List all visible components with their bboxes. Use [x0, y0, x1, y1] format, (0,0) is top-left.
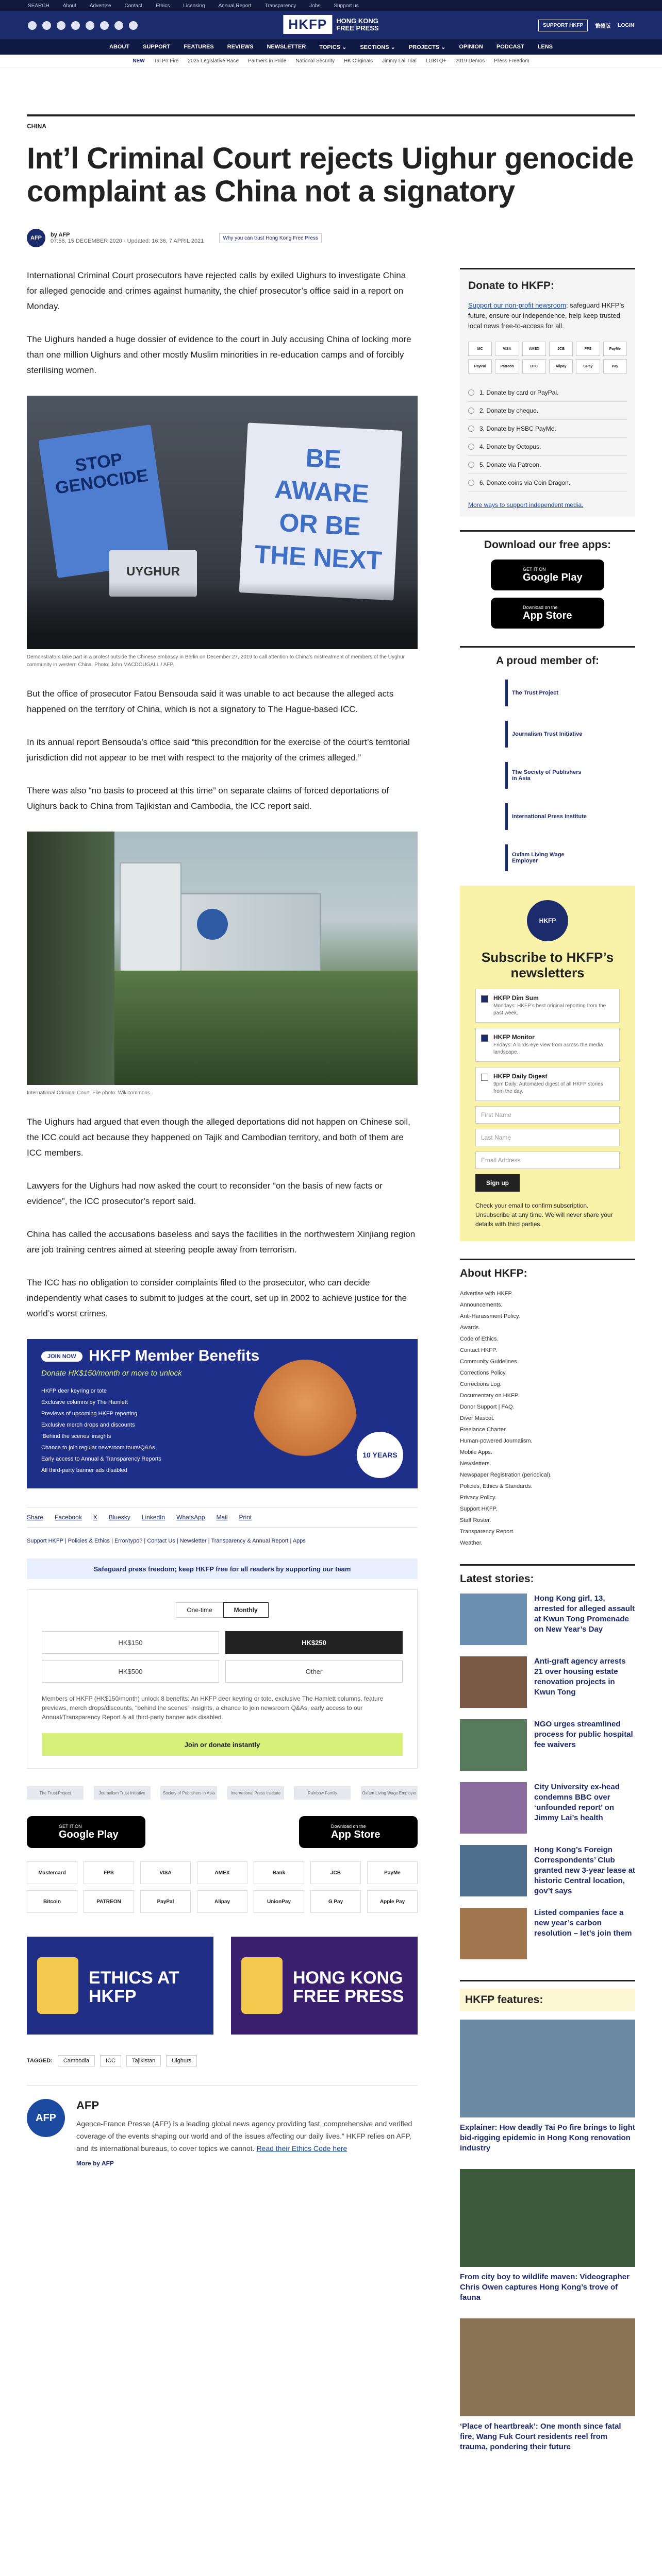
google-play-button[interactable] — [491, 560, 604, 590]
hkfp-banner-text: HONG KONG FREE PRESS — [293, 1968, 404, 2006]
instagram-icon[interactable] — [57, 21, 65, 30]
option-desc: 9pm Daily: Automated digest of all HKFP stories from the day. — [493, 1081, 603, 1094]
trending-link[interactable]: Partners in Pride — [247, 58, 287, 64]
language-toggle[interactable]: 繁體版 — [595, 23, 611, 29]
app-buttons — [27, 1816, 418, 1848]
features-title: HKFP features: — [460, 1989, 635, 2011]
ethics-banner[interactable] — [27, 1937, 213, 2035]
card-logo: Pay — [603, 359, 627, 374]
about-link[interactable]: Contact HKFP. — [460, 1347, 497, 1353]
about-list — [460, 1288, 635, 1549]
card-logo: Patreon — [495, 359, 519, 374]
share-link[interactable]: Share — [27, 1514, 44, 1521]
sign-text-uyghur: UYGHUR — [126, 565, 180, 579]
freq-monthly[interactable]: Monthly — [223, 1602, 269, 1618]
tag-link[interactable]: ICC — [100, 2055, 121, 2066]
share-link[interactable]: Bluesky — [108, 1514, 130, 1521]
membership-logo[interactable]: The Trust Project — [505, 680, 588, 706]
paragraph: The ICC has no obligation to consider complaints filed to the prosecutor, who can decide independently what cases to submit to judges at the court, set up in 2002 to achieve justice for the world’s worst crimes. — [27, 1278, 407, 1318]
topbar-link[interactable]: Support us — [334, 3, 359, 9]
icc-building-photo — [27, 832, 418, 1085]
latest-story-item[interactable] — [460, 1908, 635, 1959]
topbar-link[interactable]: Ethics — [155, 3, 170, 9]
story-thumbnail — [460, 1908, 527, 1959]
topbar-link[interactable]: Transparency — [264, 3, 296, 9]
feature-image — [460, 2318, 635, 2416]
topbar-link[interactable]: Contact — [124, 3, 142, 9]
trending-link[interactable]: Press Freedom — [494, 58, 529, 64]
x-icon[interactable] — [42, 21, 51, 30]
author-bio: Agence-France Presse (AFP) is a leading global news agency providing fast, comprehensive and verified coverage of the events shaping our world and of the issues affecting our daily lives.” HKFP relies on AFP, and its international bureaus, to cover topics we cannot. — [76, 2120, 412, 2153]
nav-item[interactable]: SUPPORT — [143, 44, 171, 50]
trust-logo[interactable]: Society of Publishers in Asia — [160, 1786, 217, 1800]
latest-story-item[interactable] — [460, 1594, 635, 1645]
nav-item[interactable]: OPINION — [459, 44, 483, 50]
trending-new-label: NEW — [133, 58, 145, 64]
topbar-link[interactable]: Advertise — [89, 3, 111, 9]
about-link[interactable]: Donor Support | FAQ. — [460, 1404, 515, 1410]
nav-item[interactable]: NEWSLETTER — [267, 44, 306, 50]
card-logo: PayPal — [468, 359, 492, 374]
about-link[interactable]: Policies, Ethics & Standards. — [460, 1483, 533, 1489]
icc-logo-flag — [197, 909, 228, 940]
trust-logos-row — [27, 1786, 418, 1800]
story-headline[interactable]: Hong Kong’s Foreign Correspondents’ Club granted new 3-year lease at historic Central location, gov’t says — [534, 1845, 635, 1895]
nav-item[interactable]: REVIEWS — [227, 44, 254, 50]
feature-headline[interactable]: ‘Place of heartbreak’: One month since fatal fire, Wang Fuk Court residents reel from trauma, pondering their future — [460, 2422, 621, 2451]
about-link[interactable]: Announcements. — [460, 1302, 503, 1308]
deer-mascot — [254, 1360, 357, 1483]
benefit-item: Exclusive columns by The Hamlett — [41, 1399, 128, 1405]
feature-headline[interactable]: From city boy to wildlife maven: Videographer Chris Owen captures Hong Kong’s trove of fauna — [460, 2273, 630, 2302]
about-link[interactable]: Transparency Report. — [460, 1529, 515, 1535]
story-headline[interactable]: Listed companies face a new year’s carbon resolution – let’s join them — [534, 1908, 632, 1938]
newsletter-option-daily-digest[interactable] — [475, 1067, 620, 1101]
latest-story-item[interactable] — [460, 1782, 635, 1834]
card-logo: VISA — [495, 342, 519, 356]
latest-list — [460, 1594, 635, 1959]
nav-item[interactable]: ABOUT — [109, 44, 130, 50]
more-by-author-link[interactable]: More by AFP — [76, 2160, 114, 2167]
payment-logo: G Pay — [310, 1890, 361, 1913]
logo-line-2: FREE PRESS — [336, 24, 379, 32]
member-banner-subtitle: Donate HK$150/month or more to unlock — [41, 1369, 182, 1378]
payment-logo: Mastercard — [27, 1861, 77, 1884]
topbar-link[interactable]: Licensing — [183, 3, 205, 9]
logo-line-1: HONG KONG — [336, 16, 378, 25]
support-hkfp-button[interactable]: SUPPORT HKFP — [538, 20, 588, 31]
logo-mark: HKFP — [283, 15, 332, 34]
membership-logos — [460, 680, 635, 871]
donate-option[interactable]: 4. Donate by Octopus. — [468, 438, 627, 456]
email-field[interactable]: Email Address — [475, 1151, 620, 1169]
trust-logo[interactable]: The Trust Project — [27, 1786, 84, 1800]
paragraph: Lawyers for the Uighurs had now asked the court to reconsider “on the basis of new facts or evidence”, the ICC prosecutor’s report said. — [27, 1181, 383, 1206]
ethics-code-link[interactable]: Read their Ethics Code here — [256, 2144, 347, 2153]
safeguard-banner[interactable]: Safeguard press freedom; keep HKFP free for all readers by supporting our team — [27, 1558, 418, 1579]
latest-story-item[interactable] — [460, 1719, 635, 1771]
newsletter-option-monitor[interactable] — [475, 1028, 620, 1062]
about-box — [460, 1259, 635, 1549]
app-store-button[interactable] — [299, 1816, 418, 1848]
sign-text-stop: STOP GENOCIDE — [54, 449, 150, 498]
share-link[interactable]: Mail — [216, 1514, 228, 1521]
facebook-icon[interactable] — [28, 21, 37, 30]
nav-item[interactable]: TOPICS ⌄ — [319, 44, 347, 50]
payment-logo: PayPal — [140, 1890, 191, 1913]
donate-options — [468, 384, 627, 492]
section-label[interactable]: CHINA — [27, 123, 46, 130]
card-logo: BTC — [522, 359, 546, 374]
payment-logo: JCB — [310, 1861, 361, 1884]
newsletter-box — [460, 886, 635, 1241]
footer-links[interactable]: Support HKFP | Policies & Ethics | Error/typo? | Contact Us | Newsletter | Transparency & Annual Report | Apps — [27, 1538, 306, 1544]
payment-logo: UnionPay — [254, 1890, 304, 1913]
nav-item[interactable]: PROJECTS ⌄ — [408, 44, 446, 50]
app-store-top: Download on the — [523, 604, 558, 610]
about-link[interactable]: Human-powered Journalism. — [460, 1438, 533, 1444]
card-logos — [468, 342, 627, 374]
social-links — [28, 21, 138, 30]
story-thumbnail — [460, 1845, 527, 1896]
donate-option[interactable]: 5. Donate via Patreon. — [468, 456, 627, 474]
about-link[interactable]: Freelance Charter. — [460, 1427, 507, 1433]
card-logo: AMEX — [522, 342, 546, 356]
hkfp-features — [460, 1980, 635, 2452]
feature-item[interactable] — [460, 2318, 635, 2452]
donate-note: Members of HKFP (HK$150/month) unlock 8 benefits: An HKFP deer keyring or tote, exclusive The Hamlett columns, feature previews, merch drops/discounts, “behind the scenes” insights, a chance to join newsroom Q&As, early access to our Annual/Transparency Report & all third-party banner ads disabled. — [42, 1695, 384, 1721]
story-thumbnail — [460, 1719, 527, 1771]
option-desc: Fridays: A birds-eye view from across the media landscape. — [493, 1042, 603, 1055]
topbar-link[interactable]: SEARCH — [28, 3, 49, 9]
protest-photo — [27, 396, 418, 649]
story-headline[interactable]: Anti-graft agency arrests 21 over housing estate renovation projects in Kwun Tong — [534, 1657, 626, 1697]
article-title: Int’l Criminal Court rejects Uighur genocide complaint as China not a signatory — [27, 142, 634, 208]
join-donate-button[interactable]: Join or donate instantly — [42, 1733, 403, 1756]
support-link[interactable]: Support our non-profit newsroom; — [468, 301, 568, 309]
article-body — [27, 268, 418, 2468]
author-name[interactable]: AFP — [76, 2099, 99, 2112]
ten-badge-graphic — [37, 1957, 78, 2014]
ethics-banner-text: ETHICS AT HKFP — [89, 1968, 179, 2006]
payment-logo: Alipay — [197, 1890, 247, 1913]
trending-link[interactable]: National Security — [295, 58, 335, 64]
trending-link[interactable]: Tai Po Fire — [154, 58, 179, 64]
about-link[interactable]: Community Guidelines. — [460, 1359, 519, 1365]
story-thumbnail — [460, 1656, 527, 1708]
option-name: HKFP Daily Digest — [493, 1073, 548, 1080]
share-link[interactable]: Facebook — [55, 1514, 82, 1521]
sidebar — [460, 268, 635, 2468]
donate-option[interactable]: 1. Donate by card or PayPal. — [468, 384, 627, 402]
newsletter-title: Subscribe to HKFP’s newsletters — [481, 950, 614, 980]
photo-caption: International Criminal Court. File photo: Wikicommons. — [27, 1090, 152, 1096]
payment-logo: Bank — [254, 1861, 304, 1884]
paragraph: But the office of prosecutor Fatou Bensouda said it was unable to act because the alleged acts happened on the territory of China, which is not a signatory to The Hague-based ICC. — [27, 689, 394, 714]
site-logo[interactable] — [283, 15, 378, 34]
payment-logo: FPS — [84, 1861, 134, 1884]
amount-150[interactable]: HK$150 — [42, 1631, 219, 1654]
features-list — [460, 2020, 635, 2452]
sidebar-app-buttons — [460, 560, 635, 629]
top-utility-bar — [0, 0, 662, 11]
trending-link[interactable]: LGBTQ+ — [425, 58, 446, 64]
trending-bar — [0, 55, 662, 68]
paragraph: In its annual report Bensouda’s office said “this precondition for the exercise of the court’s territorial jurisdiction did not appear to be met with respect to the majority of the crimes alleged.” — [27, 737, 410, 762]
author-avatar[interactable]: AFP — [27, 229, 45, 247]
story-headline[interactable]: Hong Kong girl, 13, arrested for alleged assault at Kwun Tong Promenade on New Year’s Day — [534, 1594, 635, 1634]
ten-badge-graphic — [241, 1957, 283, 2014]
share-link[interactable]: LinkedIn — [141, 1514, 166, 1521]
afp-logo[interactable]: AFP — [27, 2099, 65, 2137]
newsletter-note: Check your email to confirm subscription. Unsubscribe at any time. We will never share your details with third parties. — [475, 1202, 613, 1228]
latest-story-item[interactable] — [460, 1656, 635, 1708]
paragraph: International Criminal Court prosecutors have rejected calls by exiled Uighurs to investigate China for alleged genocide and crimes against humanity, the chief prosecutor’s office said in a report on Monday. — [27, 270, 406, 311]
amount-other[interactable]: Other — [225, 1660, 403, 1683]
latest-story-item[interactable] — [460, 1845, 635, 1896]
trust-logo[interactable]: International Press Institute — [227, 1786, 284, 1800]
login-link[interactable]: LOGIN — [618, 22, 634, 28]
about-link[interactable]: Privacy Policy. — [460, 1495, 496, 1501]
tag-link[interactable]: Uighurs — [166, 2055, 197, 2066]
benefit-item: Exclusive merch drops and discounts — [41, 1422, 135, 1428]
donate-box — [460, 268, 635, 517]
payment-logo: VISA — [140, 1861, 191, 1884]
benefit-item: Chance to join regular newsroom tours/Q&As — [41, 1445, 155, 1451]
newsletter-icon: HKFP — [527, 900, 568, 941]
payment-methods — [27, 1861, 418, 1913]
option-desc: Mondays: HKFP’s best original reporting from the past week. — [493, 1003, 606, 1016]
benefit-item: ‘Behind the scenes’ insights — [41, 1433, 111, 1439]
membership-logo[interactable]: Oxfam Living Wage Employer — [505, 844, 588, 871]
latest-stories — [460, 1564, 635, 1959]
trust-logo[interactable]: Journalism Trust Initiative — [94, 1786, 151, 1800]
google-play-button[interactable] — [27, 1816, 145, 1848]
share-bar — [27, 1507, 418, 1528]
paragraph: The Uighurs handed a huge dossier of evidence to the court in July accusing China of locking more than one million Uighurs and other mostly Muslim minorities in re-education camps and of forcibly sterilising women. — [27, 334, 411, 375]
payment-logo: AMEX — [197, 1861, 247, 1884]
title-rule — [27, 114, 635, 116]
hkfp-banner[interactable] — [231, 1937, 418, 2035]
latest-title: Latest stories: — [460, 1573, 534, 1585]
nav-item[interactable]: LENS — [537, 44, 553, 50]
ten-years-badge: 10 YEARS — [357, 1432, 403, 1478]
bluesky-icon[interactable] — [114, 21, 123, 30]
main-nav — [0, 39, 662, 55]
member-banner-title: HKFP Member Benefits — [89, 1347, 260, 1364]
feature-image — [460, 2169, 635, 2267]
card-logo: Alipay — [549, 359, 573, 374]
story-thumbnail — [460, 1594, 527, 1645]
site-header — [0, 11, 662, 39]
benefit-item: Early access to Annual & Transparency Reports — [41, 1456, 161, 1462]
trending-link[interactable]: 2025 Legislative Race — [188, 58, 239, 64]
join-now-badge[interactable]: JOIN NOW — [41, 1351, 82, 1362]
app-store-label: App Store — [523, 609, 572, 621]
about-link[interactable]: Support HKFP. — [460, 1506, 498, 1512]
benefit-item: Previews of upcoming HKFP reporting — [41, 1411, 138, 1417]
amount-500[interactable]: HK$500 — [42, 1660, 219, 1683]
linkedin-icon[interactable] — [100, 21, 109, 30]
membership-logo[interactable]: International Press Institute — [505, 803, 588, 830]
signup-button[interactable]: Sign up — [475, 1174, 520, 1192]
story-thumbnail — [460, 1782, 527, 1834]
card-logo: GPay — [576, 359, 600, 374]
article-container — [27, 123, 635, 2468]
about-link[interactable]: Corrections Log. — [460, 1381, 502, 1387]
story-headline[interactable]: NGO urges streamlined process for public hospital fee waivers — [534, 1720, 633, 1749]
feature-image — [460, 2020, 635, 2117]
google-play-label: Google Play — [59, 1828, 119, 1840]
telegram-icon[interactable] — [129, 21, 138, 30]
donate-option[interactable]: 6. Donate coins via Coin Dragon. — [468, 474, 627, 492]
author-box — [27, 2085, 418, 2167]
feature-item[interactable] — [460, 2020, 635, 2154]
story-headline[interactable]: City University ex-head condemns BBC over ‘unfounded report’ on Jimmy Lai’s health — [534, 1783, 620, 1822]
benefits-list — [41, 1385, 161, 1476]
google-play-label: Google Play — [523, 571, 583, 583]
last-name-field[interactable]: Last Name — [475, 1129, 620, 1146]
card-logo: MC — [468, 342, 492, 356]
payment-logo: Apple Pay — [367, 1890, 418, 1913]
membership-logo[interactable]: Journalism Trust Initiative — [505, 721, 588, 748]
benefit-item: HKFP deer keyring or tote — [41, 1388, 107, 1394]
topbar-link[interactable]: Jobs — [309, 3, 321, 9]
byline — [27, 229, 635, 247]
about-link[interactable]: Documentary on HKFP. — [460, 1393, 519, 1399]
donate-widget — [27, 1589, 418, 1769]
app-store-top: Download on the — [331, 1823, 366, 1829]
nav-item[interactable]: FEATURES — [184, 44, 214, 50]
threads-icon[interactable] — [71, 21, 80, 30]
about-title: About HKFP: — [460, 1267, 527, 1279]
trust-logo[interactable]: Rainbow Family — [294, 1786, 351, 1800]
google-play-top: GET IT ON — [523, 566, 546, 572]
feature-item[interactable] — [460, 2169, 635, 2303]
share-link[interactable]: WhatsApp — [176, 1514, 205, 1521]
donate-option[interactable]: 2. Donate by cheque. — [468, 402, 627, 420]
tag-link[interactable]: Cambodia — [58, 2055, 95, 2066]
member-benefits-banner[interactable] — [27, 1339, 418, 1488]
paragraph: China has called the accusations baseless and says the facilities in the northwestern Xinjiang region are job training centres aimed at steering people away from terrorism. — [27, 1229, 416, 1255]
paragraph: The Uighurs had argued that even though the alleged deportations did not happen on Chinese soil, the ICC could act because they happened on Tajik and Cambodian territory, and both of them are ICC members. — [27, 1117, 410, 1158]
payment-logo: PayMe — [367, 1861, 418, 1884]
trust-logo[interactable]: Oxfam Living Wage Employer — [361, 1786, 418, 1800]
paragraph: There was also “no basis to proceed at this time” on separate claims of forced deportations of Uighurs back to China from Tajikistan and Cambodia, the ICC report said. — [27, 786, 389, 811]
share-link[interactable]: Print — [239, 1514, 252, 1521]
newsletter-option-dim-sum[interactable] — [475, 989, 620, 1023]
option-name: HKFP Monitor — [493, 1033, 535, 1041]
sign-text-aware: BE AWARE OR BE THE NEXT — [254, 443, 383, 575]
trending-link[interactable]: HK Originals — [343, 58, 373, 64]
card-logo: PayMe — [603, 342, 627, 356]
about-link[interactable]: Diver Mascot. — [460, 1415, 495, 1421]
benefit-item: All third-party banner ads disabled — [41, 1467, 127, 1473]
option-name: HKFP Dim Sum — [493, 994, 539, 1002]
share-link[interactable]: X — [93, 1514, 97, 1521]
about-link[interactable]: Newspaper Registration (periodical). — [460, 1472, 552, 1478]
donate-title: Donate to HKFP: — [468, 280, 554, 292]
about-link[interactable]: Staff Roster. — [460, 1517, 491, 1523]
about-link[interactable]: Code of Ethics. — [460, 1336, 499, 1342]
amount-250[interactable]: HK$250 — [225, 1631, 403, 1654]
about-link[interactable]: Weather. — [460, 1540, 483, 1546]
trending-link[interactable]: 2019 Demos — [455, 58, 485, 64]
topbar-link[interactable]: Annual Report — [218, 3, 252, 9]
app-store-label: App Store — [331, 1828, 380, 1840]
payment-logo: PATREON — [84, 1890, 134, 1913]
nav-item[interactable]: SECTIONS ⌄ — [360, 44, 395, 50]
trust-link[interactable]: Why you can trust Hong Kong Free Press — [219, 233, 322, 243]
protest-sign — [239, 422, 403, 600]
promo-banners — [27, 1937, 418, 2035]
youtube-icon[interactable] — [86, 21, 94, 30]
membership-logo[interactable]: The Society of Publishers in Asia — [505, 762, 588, 789]
donate-text: safeguard HKFP’s future, ensure our independence, help keep trusted local news free-to-access for all. — [468, 301, 624, 330]
author-link[interactable]: by AFP — [51, 232, 70, 238]
photo-caption: Demonstrators take part in a protest outside the Chinese embassy in Berlin on December 27, 2019 to call attention to China’s mistreatment of members of the Uyghur community in western China. Photo: John MACDOUGALL / AFP. — [27, 654, 405, 668]
app-store-button[interactable] — [491, 598, 604, 629]
apps-title: Download our free apps: — [460, 530, 635, 551]
first-name-field[interactable]: First Name — [475, 1106, 620, 1124]
tags-row — [27, 2055, 418, 2066]
feature-headline[interactable]: Explainer: How deadly Tai Po fire brings to light bid-rigging epidemic in Hong Kong renovation industry — [460, 2123, 635, 2153]
donate-option[interactable]: 3. Donate by HSBC PayMe. — [468, 420, 627, 438]
payment-logo: Bitcoin — [27, 1890, 77, 1913]
more-ways-link[interactable]: More ways to support independent media. — [468, 501, 584, 509]
trending-link[interactable]: Jimmy Lai Trial — [382, 58, 417, 64]
tags-label: TAGGED: — [27, 2058, 53, 2064]
nav-item[interactable]: PODCAST — [496, 44, 524, 50]
proud-title: A proud member of: — [460, 646, 635, 667]
freq-one-time[interactable]: One-time — [176, 1602, 223, 1618]
about-link[interactable]: Corrections Policy. — [460, 1370, 507, 1376]
about-link[interactable]: Advertise with HKFP. — [460, 1291, 513, 1297]
about-link[interactable]: Anti-Harassment Policy. — [460, 1313, 520, 1319]
article-dateline: 07:56, 15 DECEMBER 2020 · Updated: 16:36, 7 APRIL 2021 — [51, 238, 204, 244]
card-logo: JCB — [549, 342, 573, 356]
card-logo: FPS — [576, 342, 600, 356]
about-link[interactable]: Awards. — [460, 1325, 481, 1331]
tag-link[interactable]: Tajikistan — [126, 2055, 161, 2066]
google-play-top: GET IT ON — [59, 1823, 82, 1829]
about-link[interactable]: Newsletters. — [460, 1461, 491, 1467]
about-link[interactable]: Mobile Apps. — [460, 1449, 492, 1455]
topbar-link[interactable]: About — [62, 3, 76, 9]
